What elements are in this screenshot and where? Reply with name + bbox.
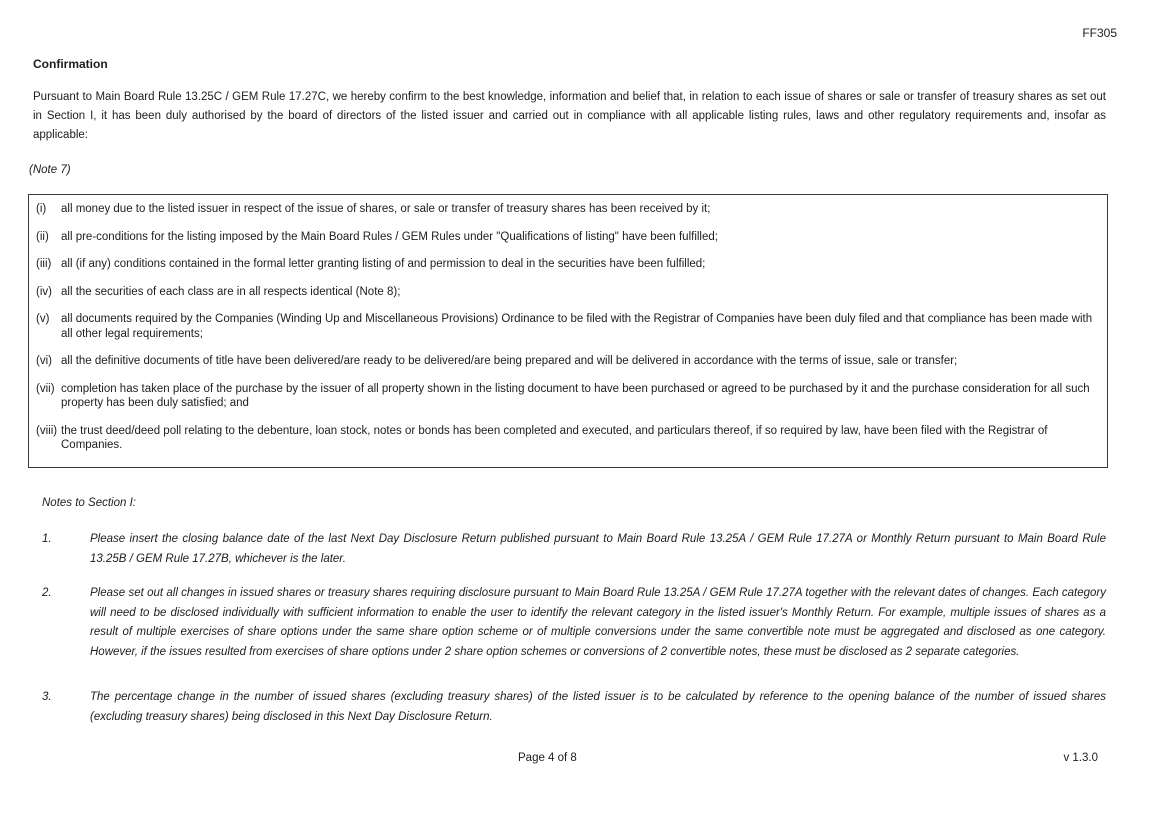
item-text: all documents required by the Companies (Winding Up and Miscellaneous Provisions) Ordinance to be filed with the Registrar of Companies have been duly filed and that compliance has been made with all other legal requirements; bbox=[61, 313, 1093, 340]
item-number: (iv) bbox=[36, 285, 52, 298]
intro-paragraph: Pursuant to Main Board Rule 13.25C / GEM Rule 17.27C, we hereby confirm to the best knowledge, information and belief that, in relation to each issue of shares or sale or transfer of treasury shares as set out in Section I, it has been duly authorised by the board of directors of the listed issuer and carried out in compliance with all applicable listing rules, laws and other regulatory requirements and, insofar as applicable: bbox=[33, 91, 1106, 141]
confirmation-item bbox=[36, 312, 1095, 341]
confirmation-item bbox=[36, 424, 1095, 453]
item-number: (i) bbox=[36, 203, 47, 215]
confirmation-item bbox=[36, 382, 1095, 411]
note-item bbox=[33, 688, 1106, 727]
note-number: 2. bbox=[42, 587, 52, 599]
section-heading: Confirmation bbox=[33, 57, 108, 71]
note-number: 1. bbox=[42, 533, 52, 545]
confirmation-item bbox=[36, 230, 1095, 245]
confirmation-item bbox=[36, 354, 1095, 369]
notes-heading: Notes to Section I: bbox=[42, 496, 136, 509]
item-text: all the definitive documents of title have been delivered/are ready to be delivered/are being prepared and will be delivered in accordance with the terms of issue, sale or transfer; bbox=[61, 355, 958, 367]
item-number: (iii) bbox=[36, 258, 52, 270]
item-text: all pre-conditions for the listing imposed by the Main Board Rules / GEM Rules under "Qualifications of listing" have been fulfilled; bbox=[61, 230, 718, 243]
note-number: 3. bbox=[42, 691, 52, 703]
note-item bbox=[33, 584, 1106, 662]
note-text: Please insert the closing balance date of the last Next Day Disclosure Return published pursuant to Main Board Rule 13.25A / GEM Rule 17.27A or Monthly Return pursuant to Main Board Rule 13.25B / GEM Rule 17.27B, whichever is the later. bbox=[90, 533, 1106, 565]
confirmation-box bbox=[28, 194, 1108, 468]
version-label: v 1.3.0 bbox=[1063, 752, 1098, 764]
note-reference: (Note 7) bbox=[29, 164, 71, 176]
note-item bbox=[33, 530, 1106, 569]
item-number: (vi) bbox=[36, 355, 52, 367]
form-code-label: FF305 bbox=[1082, 26, 1117, 40]
item-number: (vii) bbox=[36, 382, 55, 395]
confirmation-item bbox=[36, 202, 1095, 217]
item-text: all money due to the listed issuer in respect of the issue of shares, or sale or transfer of treasury shares has been received by it; bbox=[61, 203, 711, 215]
item-text: completion has taken place of the purchase by the issuer of all property shown in the listing document to have been purchased or agreed to be purchased by it and the purchase consideration for all such property has been duly satisfied; and bbox=[61, 382, 1090, 409]
confirmation-item bbox=[36, 257, 1095, 272]
item-number: (ii) bbox=[36, 230, 49, 243]
document-content bbox=[29, 0, 1106, 727]
note-text: The percentage change in the number of issued shares (excluding treasury shares) of the listed issuer is to be calculated by reference to the opening balance of the number of issued shares (excluding treasury shares) being disclosed in this Next Day Disclosure Return. bbox=[90, 691, 1106, 723]
item-text: all the securities of each class are in all respects identical (Note 8); bbox=[61, 285, 401, 298]
item-number: (v) bbox=[36, 313, 50, 325]
page-number: Page 4 of 8 bbox=[518, 752, 577, 764]
item-text: all (if any) conditions contained in the formal letter granting listing of and permission to deal in the securities have been fulfilled; bbox=[61, 258, 706, 270]
item-number: (viii) bbox=[36, 424, 58, 437]
item-text: the trust deed/deed poll relating to the debenture, loan stock, notes or bonds has been completed and executed, and particulars thereof, if so required by law, have been filed with the Registrar of Companies. bbox=[61, 424, 1048, 451]
note-text: Please set out all changes in issued shares or treasury shares requiring disclosure pursuant to Main Board Rule 13.25A / GEM Rule 17.27A together with the relevant dates of changes. Each category will need to be disclosed individually with sufficient information to enable the user to identify the relevant category in the listed issuer's Monthly Return. For example, multiple issues of shares as a result of multiple exercises of share options under the same share option scheme or of multiple conversions under the same convertible note must be aggregated and disclosed as one category. However, if the issues resulted from exercises of share options under 2 share option schemes or conversions of 2 convertible notes, these must be disclosed as 2 separate categories. bbox=[90, 587, 1106, 658]
confirmation-item bbox=[36, 285, 1095, 300]
